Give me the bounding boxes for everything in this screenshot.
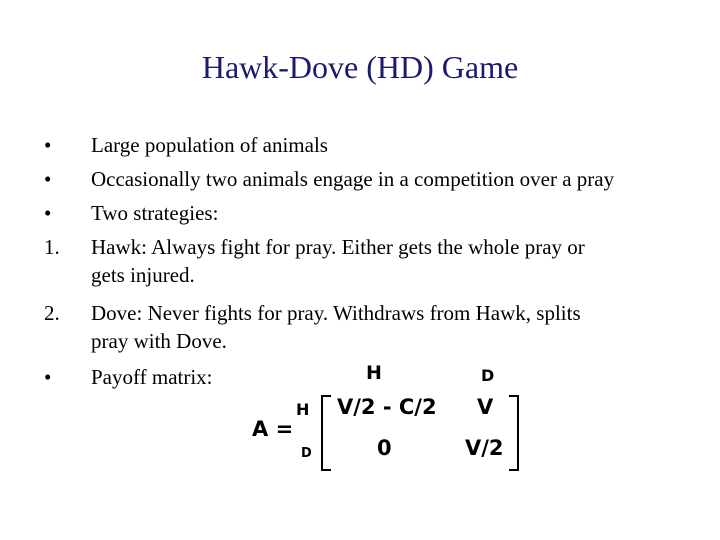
list-item-text: pray with Dove. bbox=[91, 329, 227, 353]
matrix-cell: 0 bbox=[377, 436, 392, 460]
slide-title: Hawk-Dove (HD) Game bbox=[201, 49, 519, 85]
list-item-text: Hawk: Always fight for pray. Either gets the whole pray or bbox=[91, 235, 585, 259]
matrix-row-label: D bbox=[301, 446, 312, 461]
matrix-right-bracket bbox=[509, 395, 519, 471]
number-marker: 1. bbox=[44, 235, 60, 259]
matrix-column-label: D bbox=[481, 366, 495, 385]
matrix-cell: V bbox=[477, 395, 494, 419]
matrix-cell: V/2 - C/2 bbox=[337, 395, 437, 419]
matrix-row-label: H bbox=[296, 400, 310, 419]
number-marker: 2. bbox=[44, 301, 60, 325]
bullet-marker: • bbox=[44, 167, 52, 191]
matrix-left-bracket bbox=[321, 395, 331, 471]
list-item-text: Dove: Never fights for pray. Withdraws from Hawk, splits bbox=[91, 301, 581, 325]
list-item-text: Payoff matrix: bbox=[91, 365, 213, 389]
bullet-marker: • bbox=[44, 133, 52, 157]
list-item-text: gets injured. bbox=[91, 263, 195, 287]
list-item-text: Large population of animals bbox=[91, 133, 328, 157]
matrix-column-label: H bbox=[366, 362, 382, 384]
matrix-name: A = bbox=[252, 417, 294, 441]
matrix-cell: V/2 bbox=[465, 436, 504, 460]
list-item-text: Occasionally two animals engage in a competition over a pray bbox=[91, 167, 615, 191]
list-item-text: Two strategies: bbox=[91, 201, 219, 225]
bullet-marker: • bbox=[44, 365, 52, 389]
bullet-marker: • bbox=[44, 201, 52, 225]
